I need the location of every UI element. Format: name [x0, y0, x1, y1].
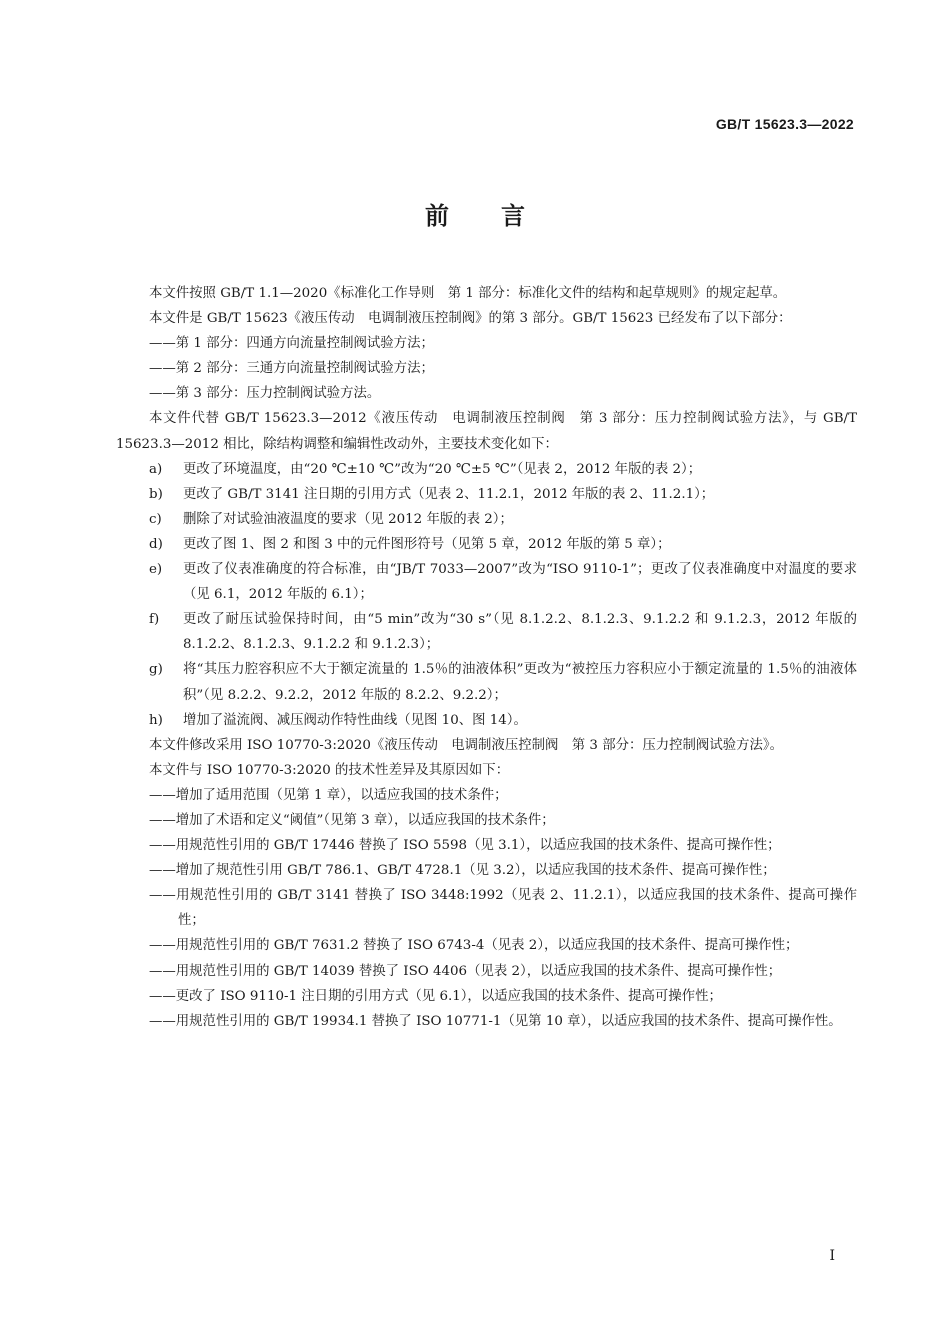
page-number: I [829, 1248, 835, 1264]
change-marker: f) [149, 612, 160, 628]
standard-number: GB/T 15623.3—2022 [715, 116, 854, 132]
paragraph-drafting-basis: 本文件按照 GB/T 1.1—2020《标准化工作导则 第 1 部分：标准化文件的结构和起草规则》的规定起草。 [149, 286, 787, 301]
list-item-difference: ——增加了术语和定义“阈值”（见第 3 章），以适应我国的技术条件； [149, 812, 555, 828]
change-text: 更改了图 1、图 2 和图 3 中的元件图形符号（见第 5 章，2012 年版的第 5 章）； [183, 536, 671, 552]
list-item-part: ——第 2 部分：三通方向流量控制阀试验方法； [149, 361, 434, 377]
page-title: 前言 [425, 202, 577, 230]
paragraph-replacement: 本文件代替 GB/T 15623.3—2012《液压传动 电调制液压控制阀 第 3 部分：压力控制阀试验方法》，与 GB/T 15623.3—2012 相比，除结构调整和编辑性改动外，主要技术变化如下： [116, 411, 857, 452]
change-item [116, 607, 857, 657]
change-text: 将“其压力腔容积应不大于额定流量的 1.5％的油液体积”更改为“被控压力容积应小于额定流量的 1.5％的油液体积”（见 8.2.2、9.2.2，2012 年版的 8.2.2、9.2.2）； [183, 662, 857, 703]
change-text: 更改了耐压试验保持时间，由“5 min”改为“30 s”（见 8.1.2.2、8.1.2.3、9.1.2.2 和 9.1.2.3，2012 年版的 8.1.2.2、8.1.2.3、9.1.2.2 和 9.1.2.3）； [183, 612, 857, 653]
change-item [116, 457, 857, 482]
change-text: 更改了 GB/T 3141 注日期的引用方式（见表 2、11.2.1，2012 年版的表 2、11.2.1）； [183, 486, 715, 502]
change-item [116, 532, 857, 557]
change-marker: b) [149, 486, 163, 502]
change-text: 更改了环境温度，由“20 ℃±10 ℃”改为“20 ℃±5 ℃”（见表 2，2012 年版的表 2）； [183, 461, 702, 477]
list-item-difference: ——更改了 ISO 9110-1 注日期的引用方式（见 6.1），以适应我国的技术条件、提高可操作性； [149, 988, 722, 1004]
list-item-difference: ——用规范性引用的 GB/T 17446 替换了 ISO 5598（见 3.1），以适应我国的技术条件、提高可操作性； [149, 838, 781, 854]
list-item-part: ——第 1 部分：四通方向流量控制阀试验方法； [149, 336, 434, 352]
change-marker: e) [149, 562, 163, 578]
list-item-difference: ——增加了规范性引用 GB/T 786.1、GB/T 4728.1（见 3.2），以适应我国的技术条件、提高可操作性； [149, 863, 776, 879]
list-item-difference: ——用规范性引用的 GB/T 14039 替换了 ISO 4406（见表 2），以适应我国的技术条件、提高可操作性； [149, 963, 782, 979]
list-item-difference: ——增加了适用范围（见第 1 章），以适应我国的技术条件； [149, 787, 508, 803]
foreword-body [116, 281, 857, 1034]
change-item [116, 507, 857, 532]
change-item [116, 557, 857, 607]
change-marker: d) [149, 536, 163, 552]
paragraph-iso-differences: 本文件与 ISO 10770-3:2020 的技术性差异及其原因如下： [149, 762, 510, 778]
paragraph-series-parts: 本文件是 GB/T 15623《液压传动 电调制液压控制阀》的第 3 部分。GB/T 15623 已经发布了以下部分： [149, 311, 792, 327]
change-text: 增加了溢流阀、减压阀动作特性曲线（见图 10、图 14）。 [183, 712, 527, 728]
paragraph-iso-adoption: 本文件修改采用 ISO 10770-3:2020《液压传动 电调制液压控制阀 第 3 部分：压力控制阀试验方法》。 [149, 737, 783, 753]
list-item-difference: ——用规范性引用的 GB/T 19934.1 替换了 ISO 10771-1（见第 10 章），以适应我国的技术条件、提高可操作性。 [149, 1013, 842, 1029]
change-item [116, 708, 857, 733]
list-item-part: ——第 3 部分：压力控制阀试验方法。 [149, 386, 381, 402]
change-marker: c) [149, 511, 162, 527]
list-item-difference: ——用规范性引用的 GB/T 3141 替换了 ISO 3448:1992（见表 2、11.2.1），以适应我国的技术条件、提高可操作性； [149, 888, 857, 929]
change-marker: a) [149, 461, 163, 477]
change-item [116, 657, 857, 707]
change-item [116, 482, 857, 507]
change-marker: g) [149, 662, 163, 678]
list-item-difference: ——用规范性引用的 GB/T 7631.2 替换了 ISO 6743-4（见表 2），以适应我国的技术条件、提高可操作性； [149, 938, 799, 954]
change-marker: h) [149, 712, 163, 728]
change-text: 更改了仪表准确度的符合标准，由“JB/T 7033—2007”改为“ISO 9110-1”；更改了仪表准确度中对温度的要求（见 6.1，2012 年版的 6.1）； [183, 562, 857, 603]
change-text: 删除了对试验油液温度的要求（见 2012 年版的表 2）； [183, 511, 513, 527]
